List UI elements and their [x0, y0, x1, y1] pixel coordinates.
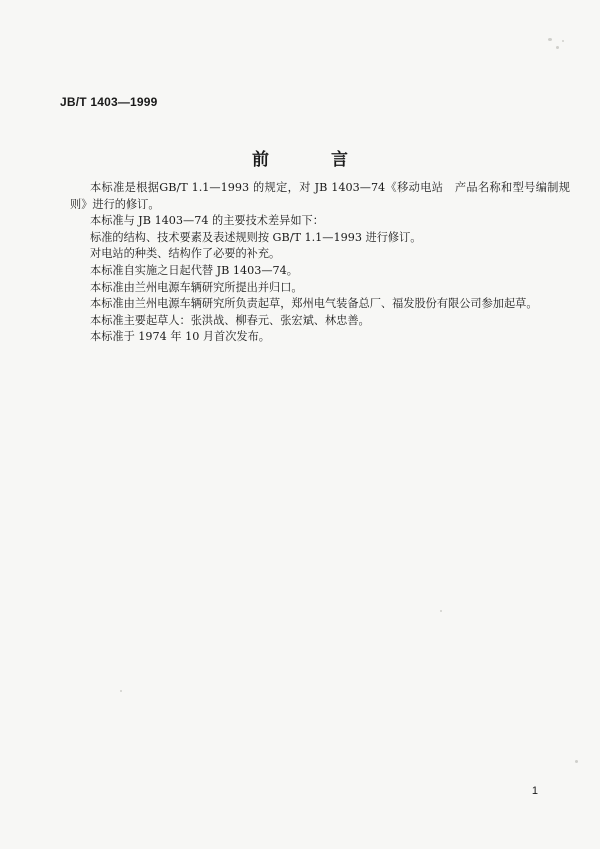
paragraph-revision-basis: 本标准是根据GB/T 1.1—1993 的规定，对 JB 1403—74《移动电站 产品名称和型号编制规则》进行的修订。 [70, 181, 570, 211]
page-title: 前 言 [252, 150, 376, 170]
scan-speck [562, 40, 564, 42]
scan-speck [575, 760, 578, 763]
paragraph-type-supplement: 对电站的种类、结构作了必要的补充。 [90, 247, 281, 261]
paragraph-drafting-units: 本标准由兰州电源车辆研究所负责起草，郑州电气装备总厂、福发股份有限公司参加起草。 [90, 297, 538, 311]
paragraph-drafters: 本标准主要起草人：张洪战、柳春元、张宏斌、林忠善。 [90, 313, 370, 327]
paragraph-proposer: 本标准由兰州电源车辆研究所提出并归口。 [90, 280, 303, 294]
paragraph-replacement: 本标准自实施之日起代替 JB 1403—74。 [90, 263, 298, 277]
scan-speck [556, 46, 559, 49]
scan-speck [440, 610, 442, 612]
scan-speck [120, 690, 122, 692]
foreword-body [70, 180, 570, 346]
paragraph-structure-change: 标准的结构、技术要素及表述规则按 GB/T 1.1—1993 进行修订。 [90, 230, 422, 244]
standard-code: JB/T 1403—1999 [60, 95, 158, 109]
page-number: 1 [531, 785, 538, 797]
paragraph-differences-intro: 本标准与 JB 1403—74 的主要技术差异如下： [90, 214, 324, 228]
paragraph-first-issue: 本标准于 1974 年 10 月首次发布。 [90, 330, 270, 344]
scan-speck [548, 38, 552, 41]
